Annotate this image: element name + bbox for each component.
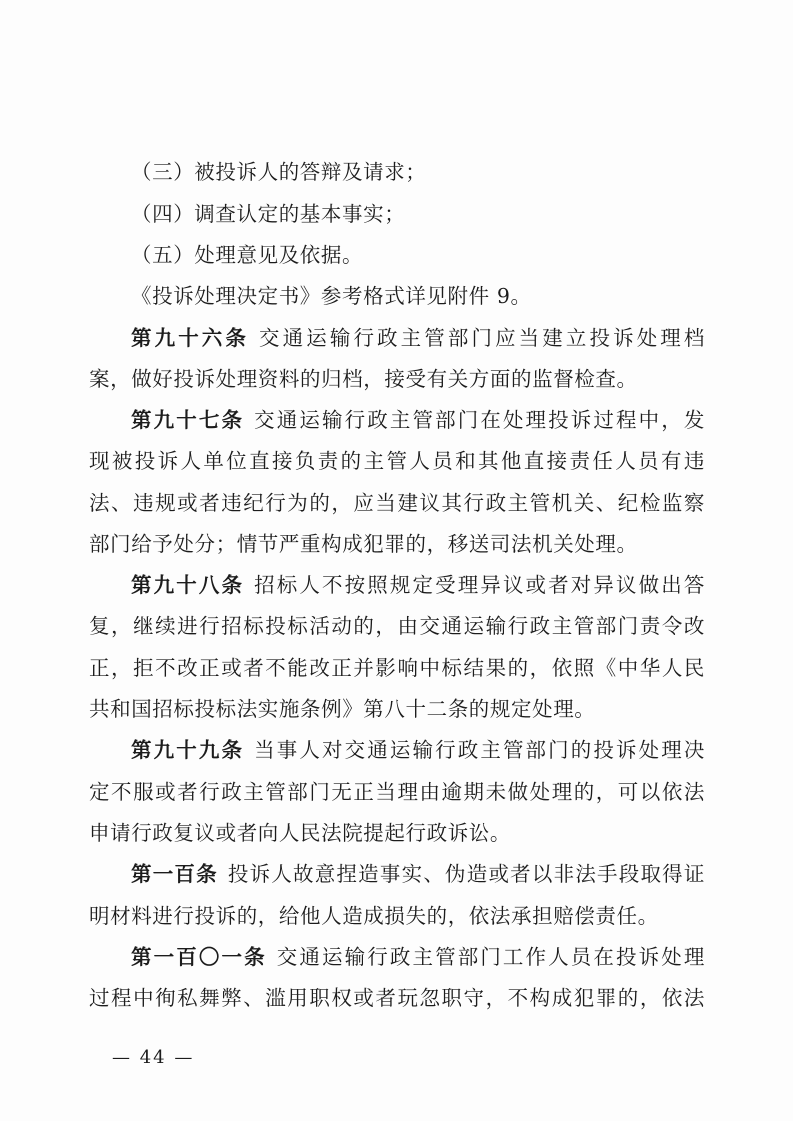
article-96-title: 第九十六条 bbox=[131, 326, 250, 350]
list-item-3: （三）被投诉人的答辩及请求； bbox=[131, 160, 427, 184]
article-97-line-2: 现被投诉人单位直接负责的主管人员和其他直接责任人员有违 bbox=[89, 449, 705, 473]
article-97-line-1 bbox=[131, 405, 705, 435]
article-99-title: 第九十九条 bbox=[131, 738, 245, 762]
article-98-line-1 bbox=[131, 570, 705, 600]
article-99-line-3: 申请行政复议或者向人民法院提起行政诉讼。 bbox=[89, 821, 511, 845]
article-98-text-1: 招标人不按照规定受理异议或者对异议做出答 bbox=[254, 573, 706, 597]
article-98-line-3: 正，拒不改正或者不能改正并影响中标结果的，依照《中华人民 bbox=[89, 656, 705, 680]
article-96-line-2: 案，做好投诉处理资料的归档，接受有关方面的监督检查。 bbox=[89, 367, 638, 391]
article-98-title: 第九十八条 bbox=[131, 573, 245, 597]
list-item-4: （四）调查认定的基本事实； bbox=[131, 202, 406, 226]
list-item-5: （五）处理意见及依据。 bbox=[131, 243, 364, 267]
article-101-line-2: 过程中徇私舞弊、滥用职权或者玩忽职守，不构成犯罪的，依法 bbox=[89, 986, 705, 1010]
article-99-text-1: 当事人对交通运输行政主管部门的投诉处理决 bbox=[254, 738, 706, 762]
article-101-text-1: 交通运输行政主管部门工作人员在投诉处理 bbox=[276, 945, 705, 969]
article-97-text-1: 交通运输行政主管部门在处理投诉过程中，发 bbox=[254, 408, 706, 432]
article-98-line-2: 复，继续进行招标投标活动的，由交通运输行政主管部门责令改 bbox=[89, 614, 705, 638]
article-97-title: 第九十七条 bbox=[131, 408, 245, 432]
article-99-line-2: 定不服或者行政主管部门无正当理由逾期未做处理的，可以依法 bbox=[89, 780, 705, 804]
article-97-line-4: 部门给予处分；情节严重构成犯罪的，移送司法机关处理。 bbox=[89, 532, 638, 556]
article-101-line-1 bbox=[131, 942, 705, 972]
article-97-line-3: 法、违规或者违纪行为的，应当建议其行政主管机关、纪检监察 bbox=[89, 491, 705, 515]
article-100-title: 第一百条 bbox=[131, 862, 218, 886]
article-98-line-4: 共和国招标投标法实施条例》第八十二条的规定处理。 bbox=[89, 697, 596, 721]
article-100-line-2: 明材料进行投诉的，给他人造成损失的，依法承担赔偿责任。 bbox=[89, 904, 659, 928]
article-101-title: 第一百〇一条 bbox=[131, 945, 267, 969]
page-number: — 44 — bbox=[112, 1047, 195, 1068]
article-100-text-1: 投诉人故意捏造事实、伪造或者以非法手段取得证 bbox=[227, 862, 706, 886]
article-99-line-1 bbox=[131, 735, 705, 765]
article-100-line-1 bbox=[131, 859, 705, 889]
article-96-text-1: 交通运输行政主管部门应当建立投诉处理档 bbox=[259, 326, 706, 350]
annex-reference: 《投诉处理决定书》参考格式详见附件 9。 bbox=[131, 284, 532, 308]
article-96-line-1 bbox=[131, 323, 705, 353]
